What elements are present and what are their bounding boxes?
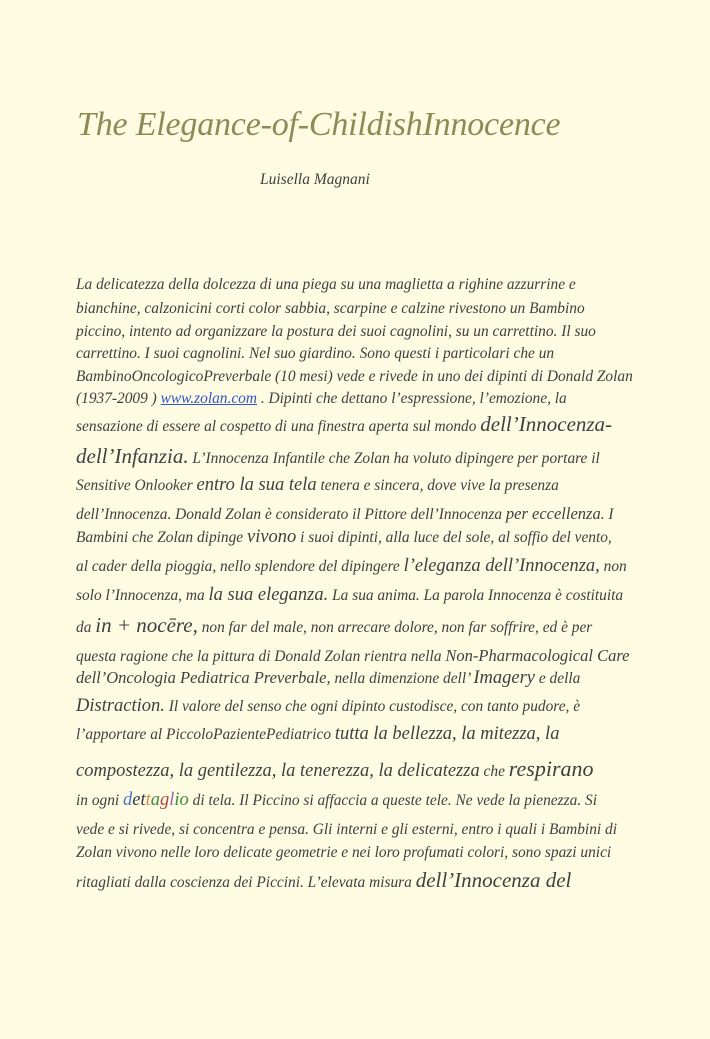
text-line — [76, 527, 612, 548]
text-span: ritagliati dalla coscienza dei Piccini. L’elevata misura — [76, 874, 416, 891]
emphasis-text: Non-Pharmacological Care — [445, 646, 630, 665]
text-span: e della — [535, 670, 581, 687]
text-line — [76, 585, 623, 606]
text-span: sensazione di essere al cospetto di una finestra aperta sul mondo — [76, 418, 481, 435]
emphasis-text: in + nocēre, — [95, 613, 198, 637]
letter: t — [140, 790, 146, 810]
emphasis-text: dell’Innocenza- — [480, 412, 613, 436]
text-span: nella dimenzione dell’ — [330, 670, 474, 687]
text-span: tenera e sincera, dove vive la presenza — [316, 477, 559, 494]
text-line: vede e si rivede, si concentra e pensa. Gli interni e gli esterni, entro i quali i Bambini di — [76, 821, 617, 838]
text-span: . I — [600, 506, 614, 523]
emphasis-text: dell’Infanzia. — [76, 444, 189, 468]
emphasis-text: respirano — [508, 756, 594, 781]
text-span: (1937-2009 ) — [76, 390, 161, 407]
emphasis-text: dell’Oncologia Pediatrica Preverbale, — [76, 668, 331, 687]
letter: a — [150, 790, 161, 810]
emphasis-text: compostezza, la gentilezza, la tenerezza, la delicatezza — [76, 761, 480, 781]
text-line: Zolan vivono nelle loro delicate geometrie e nei loro profumati colori, sono spazi unici — [76, 844, 612, 861]
text-span: in ogni — [76, 792, 124, 809]
text-span: di tela. Il Piccino si affaccia a queste tele. Ne vede la pienezza. Si — [188, 792, 597, 809]
text-line — [76, 696, 580, 717]
text-span: che — [479, 763, 509, 780]
text-line — [76, 475, 559, 496]
letter: l — [169, 790, 175, 810]
emphasis-text: dell’Innocenza del — [415, 868, 572, 892]
text-span: Il valore del senso che ogni dipinto custodisce, con tanto pudore, è — [164, 698, 581, 715]
emphasis-text: tutta la bellezza, la mitezza, la — [334, 724, 560, 744]
text-span: l’apportare al PiccoloPazientePediatrico — [76, 726, 335, 743]
emphasis-text: la sua eleganza. — [208, 585, 329, 605]
colorful-word — [123, 790, 189, 810]
text-line: La delicatezza della dolcezza di una piega su una maglietta a righine azzurrine e — [76, 276, 576, 293]
text-line — [76, 756, 594, 782]
text-line — [76, 613, 592, 638]
text-line — [76, 868, 571, 893]
letter: t — [145, 790, 151, 810]
emphasis-text: vivono — [247, 527, 297, 547]
text-line — [76, 444, 600, 469]
text-span: Bambini che Zolan dipinge — [76, 529, 247, 546]
text-span: dell’Innocenza. Donald Zolan è considerato il Pittore dell’Innocenza — [76, 506, 506, 523]
text-line — [76, 412, 612, 437]
text-line — [76, 668, 580, 689]
emphasis-text: l’eleganza dell’Innocenza, — [403, 556, 600, 576]
text-line — [76, 390, 567, 408]
zolan-website-link[interactable]: www.zolan.com — [160, 390, 257, 407]
letter: d — [123, 790, 133, 810]
text-span: al cader della pioggia, nello splendore del dipingere — [76, 558, 404, 575]
text-line: bianchine, calzonicini corti color sabbia, scarpine e calzine rivestono un Bambino — [76, 300, 585, 317]
emphasis-text: entro la sua tela — [196, 475, 317, 495]
emphasis-text: Distraction. — [76, 696, 165, 716]
emphasis-text: Imagery — [473, 668, 536, 688]
letter: e — [132, 790, 141, 810]
text-span: La sua anima. La parola Innocenza è costituita — [328, 587, 624, 604]
text-line: piccino, intento ad organizzare la postura dei suoi cagnolini, su un carrettino. Il suo — [76, 323, 596, 340]
text-span: Sensitive Onlooker — [76, 477, 197, 494]
text-line: carrettino. I suoi cagnolini. Nel suo giardino. Sono questi i particolari che un — [76, 345, 555, 362]
text-span: . Dipinti che dettano l’espressione, l’emozione, la — [256, 390, 567, 407]
text-span: solo l’Innocenza, ma — [76, 587, 209, 604]
text-line — [76, 504, 614, 524]
letter: g — [160, 790, 170, 810]
author-name: Luisella Magnani — [260, 171, 370, 188]
letter: io — [174, 790, 189, 810]
text-span: non — [599, 558, 627, 575]
text-span: da — [76, 619, 96, 636]
emphasis-text: per eccellenza — [505, 504, 601, 523]
text-line: BambinoOncologicoPreverbale (10 mesi) vede e rivede in uno dei dipinti di Donald Zolan — [76, 368, 633, 385]
text-span: non far del male, non arrecare dolore, non far soffrire, ed è per — [197, 619, 593, 636]
text-line — [76, 556, 627, 577]
text-span: questa ragione che la pittura di Donald Zolan rientra nella — [76, 648, 446, 665]
text-line — [76, 790, 597, 811]
text-span: L’Innocenza Infantile che Zolan ha voluto dipingere per portare il — [188, 450, 600, 467]
text-line — [76, 724, 559, 745]
text-span: i suoi dipinti, alla luce del sole, al soffio del vento, — [296, 529, 612, 546]
page-title: The Elegance-of-ChildishInnocence — [77, 106, 561, 143]
text-line — [76, 646, 629, 666]
